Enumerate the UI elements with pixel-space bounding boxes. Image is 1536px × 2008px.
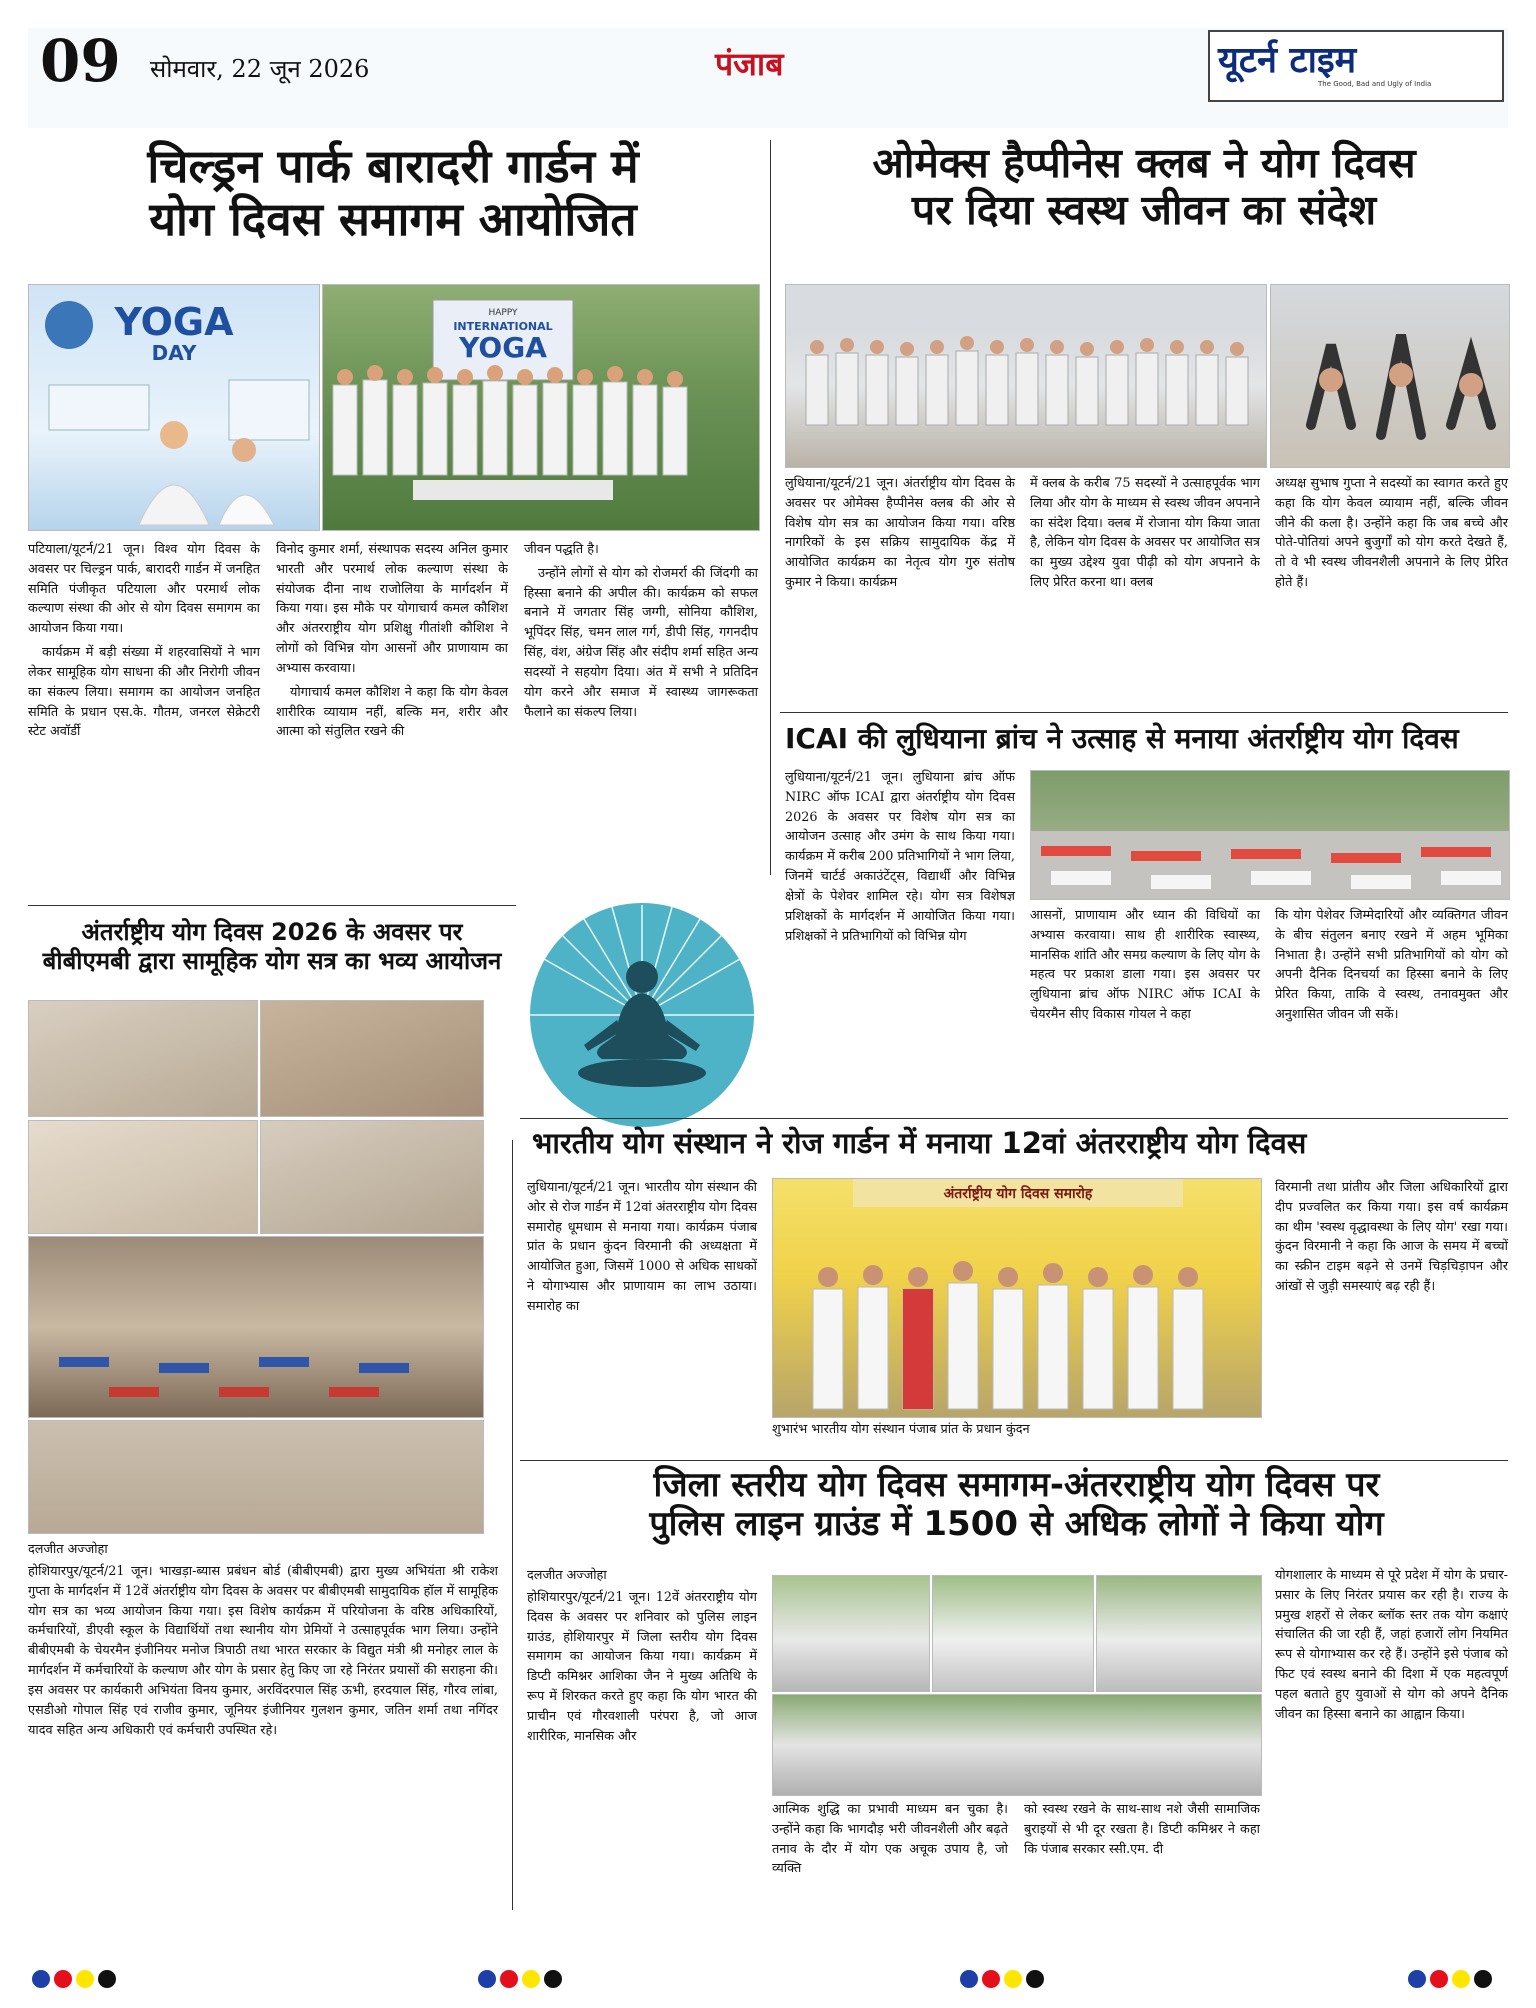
logo-tagline: The Good, Bad and Ugly of India: [1318, 80, 1432, 88]
story6-headline: जिला स्तरीय योग दिवस समागम-अंतरराष्ट्रीय योग दिवस पर पुलिस लाइन ग्राउंड में 1500 से अधिक लोगों ने किया योग: [649, 1465, 1384, 1545]
registration-dot: [1408, 1970, 1426, 1988]
registration-dot: [500, 1970, 518, 1988]
registration-marks-left: [32, 1970, 132, 1992]
section-name: पंजाब: [715, 45, 784, 83]
registration-dot: [1430, 1970, 1448, 1988]
banner-happy: HAPPY: [488, 308, 518, 318]
story4-byline: दलजीत अज्जोहा: [28, 1542, 108, 1557]
section-rule: [520, 1460, 1508, 1461]
story5-caption: शुभारंभ भारतीय योग संस्थान पंजाब प्रांत के प्रधान कुंदन: [772, 1422, 1030, 1437]
registration-dot: [1026, 1970, 1044, 1988]
registration-dot: [478, 1970, 496, 1988]
icai-yoga-session-photo: [1030, 770, 1510, 900]
registration-dot: [98, 1970, 116, 1988]
police-line-photo-4: [772, 1694, 1262, 1796]
story6-byline: दलजीत अज्जोहा: [527, 1568, 607, 1583]
omaxe-club-group-photo: [785, 284, 1267, 468]
meditation-illustration: [522, 895, 762, 1135]
story1-column-2: विनोद कुमार शर्मा, संस्थापक सदस्य अनिल कुमार भारती और परमार्थ लोक कल्याण संस्था के संयोजक दीना नाथ राजोलिया के मार्गदर्शन में किया गया। इस मौके पर योगाचार्य कमल कौशिश और अंतरराष्ट्रीय योग प्रशिक्षु गीतांशी कौशिश ने लोगों को विभिन्न योग आसनों और प्राणायाम का अभ्यास करवाया। योगाचार्य कमल कौशिश ने कहा कि योग केवल शारीरिक व्यायाम नहीं, बल्कि मन, शरीर और आत्मा को संतुलित रखने की: [276, 542, 508, 740]
registration-dot: [54, 1970, 72, 1988]
newspaper-logo: यूटर्न टाइम: [1218, 40, 1357, 81]
story3-column-1: लुधियाना/यूटर्न/21 जून। लुधियाना ब्रांच ऑफ NIRC ऑफ ICAI द्वारा अंतर्राष्ट्रीय योग दिवस 2026 के अवसर पर विशेष योग सत्र का आयोजन उत्साह और उमंग के साथ किया गया। कार्यक्रम में करीब 200 प्रतिभागियों ने भाग लिया, जिनमें चार्टर्ड अकाउंटेंट्स, विद्यार्थी और विभिन्न क्षेत्रों के पेशेवर शामिल रहे। योग सत्र विशेषज्ञ प्रशिक्षकों के मार्गदर्शन में आयोजित किया गया। प्रशिक्षकों ने प्रतिभागियों को विभिन्न योग: [785, 770, 1015, 944]
registration-marks-center-right: [960, 1970, 1060, 1992]
story5-column-1: लुधियाना/यूटर्न/21 जून। भारतीय योग संस्थान की ओर से रोज गार्डन में 12वां अंतरराष्ट्रीय योग दिवस समारोह धूमधाम से मनाया गया। कार्यक्रम पंजाब प्रांत के प्रधान कुंदन विरमानी की अध्यक्षता में आयोजित हुआ, जिसमें 1000 से अधिक साधकों ने योगाभ्यास और प्राणायाम का लाभ उठाया। समारोह का: [527, 1180, 757, 1314]
bbmb-hall-photo-2: [260, 1000, 484, 1117]
column-divider: [770, 140, 771, 875]
column-divider: [512, 1140, 513, 1910]
story2-headline: ओमेक्स हैप्पीनेस क्लब ने योग दिवस पर दिया स्वस्थ जीवन का संदेश: [872, 139, 1416, 235]
rose-garden-dignitaries-photo: [772, 1178, 1262, 1418]
story2-column-1: लुधियाना/यूटर्न/21 जून। अंतर्राष्ट्रीय योग दिवस के अवसर पर ओमेक्स हैप्पीनेस क्लब की ओर से विशेष योग सत्र का आयोजन किया गया। वरिष्ठ नागरिकों के इस सक्रिय सामुदायिक केंद्र में आयोजित कार्यक्रम का नेतृत्व योग गुरु संतोष कुमार ने किया। कार्यक्रम: [785, 476, 1015, 591]
story6-column-4: योगशालार के माध्यम से पूरे प्रदेश में योग के प्रचार-प्रसार के लिए निरंतर प्रयास कर रही है। राज्य के प्रमुख शहरों से लेकर ब्लॉक स्तर तक योग कक्षाएं संचालित की जा रही हैं, जहां हजारों लोग नियमित रूप से योगाभ्यास कर रहे हैं। उन्होंने इसे पंजाब को फिट एवं स्वस्थ बनाने की दिशा में एक महत्वपूर्ण पहल बताते हुए युवाओं से योग को अपने दैनिक जीवन का हिस्सा बनाने का आह्वान किया।: [1275, 1568, 1508, 1722]
story2-column-3: अध्यक्ष सुभाष गुप्ता ने सदस्यों का स्वागत करते हुए कहा कि योग केवल व्यायाम नहीं, बल्कि जीवन जीने की कला है। उन्होंने कहा कि जब बच्चे और पोते-पोतियां अपने बुजुर्गों को योग करते देखते हैं, तो वे भी स्वस्थ जीवनशैली अपनाने के लिए प्रेरित होते हैं।: [1275, 476, 1508, 591]
issue-date: सोमवार, 22 जून 2026: [150, 55, 370, 83]
story2-column-2: में क्लब के करीब 75 सदस्यों ने उत्साहपूर्वक भाग लिया और योग के माध्यम से स्वस्थ जीवन अपनाने का संदेश दिया। क्लब में रोजाना योग किया जाता है, लेकिन योग दिवस के अवसर पर आयोजित सत्र का मुख्य उद्देश्य युवा पीढ़ी को योग अपनाने के लिए प्रेरित करना था। क्लब: [1030, 476, 1260, 591]
story5-headline: भारतीय योग संस्थान ने रोज गार्डन में मनाया 12वां अंतरराष्ट्रीय योग दिवस: [532, 1126, 1307, 1160]
story6-column-2: आत्मिक शुद्धि का प्रभावी माध्यम बन चुका है। उन्होंने कहा कि भागदौड़ भरी जीवनशैली और बढ़ते तनाव के दौर में योग एक अचूक उपाय है, जो व्यक्ति: [772, 1802, 1008, 1877]
story3-column-2: आसनों, प्राणायाम और ध्यान की विधियों का अभ्यास करवाया। साथ ही शारीरिक स्वास्थ्य, मानसिक शांति और समग्र कल्याण के लिए योग के महत्व पर प्रकाश डाला गया। इस अवसर पर लुधियाना ब्रांच ऑफ NIRC ऑफ ICAI के चेयरमैन सीए विकास गोयल ने कहा: [1030, 908, 1260, 1023]
children-park-group-photo: [322, 284, 760, 531]
bbmb-hall-photo-6: [28, 1420, 484, 1534]
story1-headline: चिल्ड्रन पार्क बारादरी गार्डन में योग दिवस समागम आयोजित: [147, 139, 639, 246]
section-rule: [780, 712, 1508, 713]
registration-dot: [1452, 1970, 1470, 1988]
section-rule: [28, 905, 516, 906]
story6-column-1: होशियारपुर/यूटर्न/21 जून। 12वें अंतरराष्ट्रीय योग दिवस के अवसर पर शनिवार को पुलिस लाइन ग्राउंड, होशियारपुर में जिला स्तरीय योग दिवस समागम का आयोजन किया गया। कार्यक्रम में डिप्टी कमिश्नर आशिका जैन ने मुख्य अतिथि के रूप में शिरकत करते हुए कहा कि योग भारत की प्राचीन एवं गौरवशाली परंपरा है, जो आज शारीरिक, मानसिक और: [527, 1590, 757, 1744]
registration-dot: [32, 1970, 50, 1988]
registration-marks-center-left: [478, 1970, 578, 1992]
story3-headline: ICAI की लुधियाना ब्रांच ने उत्साह से मनाया अंतर्राष्ट्रीय योग दिवस: [785, 722, 1459, 755]
story6-column-3: को स्वस्थ रखने के साथ-साथ नशे जैसी सामाजिक बुराइयों से भी दूर रखता है। डिप्टी कमिश्नर ने कहा कि पंजाब सरकार स्सी.एम. दी: [1024, 1802, 1260, 1857]
registration-dot: [960, 1970, 978, 1988]
story4-headline: अंतर्राष्ट्रीय योग दिवस 2026 के अवसर पर बीबीएमबी द्वारा सामूहिक योग सत्र का भव्य आयोजन: [42, 918, 502, 975]
police-line-photo-2: [932, 1575, 1094, 1692]
registration-dot: [76, 1970, 94, 1988]
page-number: 09: [40, 27, 121, 95]
registration-dot: [1474, 1970, 1492, 1988]
poster-subtitle: DAY: [151, 341, 197, 365]
story3-column-3: कि योग पेशेवर जिम्मेदारियों और व्यक्तिगत जीवन के बीच संतुलन बनाए रखने में अहम भूमिका निभाता है। उन्होंने सभी प्रतिभागियों को योग को अपनी दैनिक दिनचर्या का हिस्सा बनाने के लिए प्रेरित किया, ताकि वे स्वस्थ, तनावमुक्त और अनुशासित जीवन जी सकें।: [1275, 908, 1508, 1023]
banner-yoga: YOGA: [459, 331, 547, 364]
story4-body: होशियारपुर/यूटर्न/21 जून। भाखड़ा-ब्यास प्रबंधन बोर्ड (बीबीएमबी) द्वारा मुख्य अभियंता श्री राकेश गुप्ता के मार्गदर्शन में 12वें अंतर्राष्ट्रीय योग दिवस के अवसर पर बीबीएमबी सामुदायिक हॉल में सामूहिक योग सत्र का भव्य आयोजन किया गया। इस विशेष कार्यक्रम में परियोजना के वरिष्ठ अधिकारियों, कर्मचारियों, डीएवी स्कूल के विद्यार्थियों तथा स्थानीय योग प्रेमियों ने उत्साहपूर्वक भाग लिया। उन्होंने बीबीएमबी के चेयरमैन इंजीनियर मनोज त्रिपाठी तथा भारत सरकार के विद्युत मंत्री श्री मनोहर लाल के मार्गदर्शन में कर्मचारियों के कल्याण और योग के प्रसार हेतु किए जा रहे निरंतर प्रयासों की सराहना की। इस अवसर पर कार्यकारी अभियंता विनय कुमार, अरविंदरपाल सिंह ऊभी, हरदयाल सिंह, गौरव लांबा, एसडीओ गोपाल सिंह एवं राजीव कुमार, जूनियर इंजीनियर गुलशन कुमार, जतिन शर्मा तथा नगिंदर यादव सहित अन्य अधिकारी एवं कर्मचारी उपस्थित रहे।: [28, 1564, 498, 1738]
section-rule: [520, 1118, 1508, 1119]
bbmb-hall-photo-3: [28, 1120, 258, 1234]
registration-dot: [544, 1970, 562, 1988]
story5-column-3: विरमानी तथा प्रांतीय और जिला अधिकारियों द्वारा दीप प्रज्वलित कर किया गया। इस वर्ष कार्यक्रम का थीम 'स्वस्थ वृद्धावस्था के लिए योग' रखा गया। कुंदन विरमानी ने कहा कि आज के समय में बच्चों का स्क्रीन टाइम बढ़ने से उनमें चिड़चिड़ापन और आंखों से जुड़ी समस्याएं बढ़ रही हैं।: [1275, 1180, 1508, 1295]
registration-dot: [1004, 1970, 1022, 1988]
story1-column-1: पटियाला/यूटर्न/21 जून। विश्व योग दिवस के अवसर पर चिल्ड्रन पार्क, बारादरी गार्डन में जनहित समिति पंजीकृत पटियाला और परमार्थ लोक कल्याण संस्था की ओर से योग दिवस समागम का आयोजन किया गया। कार्यक्रम में बड़ी संख्या में शहरवासियों ने भाग लेकर सामूहिक योग साधना की और निरोगी जीवन का संकल्प लिया। समागम का आयोजन जनहित समिति के प्रधान एस.के. गौतम, जनरल सेक्रेटरी स्टेट अवॉर्डी: [28, 542, 260, 740]
bbmb-hall-photo-4: [260, 1120, 484, 1234]
story1-column-3: जीवन पद्धति है। उन्होंने लोगों से योग को रोजमर्रा की जिंदगी का हिस्सा बनाने की अपील की। कार्यक्रम को सफल बनाने में जगतार सिंह जग्गी, सोनिया कौशिश, भूपिंदर सिंह, चमन लाल गर्ग, डीपी सिंह, गगनदीप सिंह, वंश, अंग्रेज सिंह और संदीप शर्मा सहित अन्य सदस्यों ने सहयोग दिया। अंत में सभी ने प्रतिदिन योग करने और समाज में स्वास्थ्य जागरूकता फैलाने का संकल्प लिया।: [524, 542, 758, 720]
event-banner-text: अंतर्राष्ट्रीय योग दिवस समारोह: [943, 1186, 1093, 1202]
police-line-photo-3: [1096, 1575, 1262, 1692]
bbmb-hall-photo-5: [28, 1236, 484, 1418]
poster-title: YOGA: [114, 300, 234, 344]
banner-international: INTERNATIONAL: [453, 320, 553, 333]
registration-dot: [982, 1970, 1000, 1988]
yoga-day-poster: [28, 284, 320, 531]
registration-marks-right: [1408, 1970, 1508, 1992]
omaxe-club-yoga-pose-photo: [1270, 284, 1510, 468]
bbmb-hall-photo-1: [28, 1000, 258, 1117]
registration-dot: [522, 1970, 540, 1988]
police-line-photo-1: [772, 1575, 930, 1692]
